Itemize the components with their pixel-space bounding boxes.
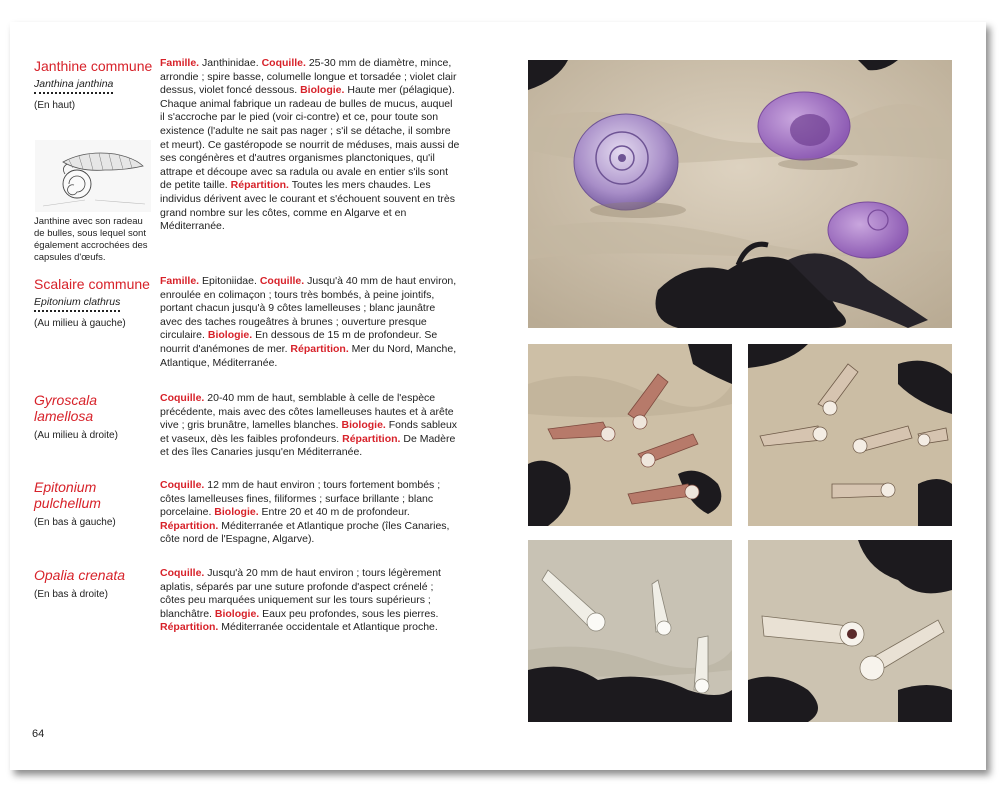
label-coquille: Coquille.: [261, 57, 306, 69]
species-epitonium-pulchellum: [34, 479, 154, 528]
label-coquille: Coquille.: [160, 479, 205, 491]
label-biologie: Biologie.: [207, 329, 253, 342]
label-repartition: Répartition.: [230, 179, 289, 192]
label-biologie: Biologie.: [214, 506, 259, 519]
photo-position: (En bas à droite): [34, 589, 108, 600]
desc-text: Jusqu'à 40 mm de haut environ, enroulée en colimaçon ; tours très bombés, à peine jointifs, portant chacun jusqu'à 9 côtes lamelleuses ; blanc jaunâtre avec des taches rougeâtres à brunes ; ouverture presque circulaire.: [160, 275, 457, 342]
desc-text: Haute mer (pélagique). Chaque animal fabrique un radeau de bulles de mucus, auquel il s'accroche par le pied (voir ci-contre) et ce, pour toute son existence (l'adulte ne sait pas nager ; s'il se détache, il sombre et meurt). Ce gastéropode se nourrit de méduses, mais aussi de ses congénères et d'autres organismes planctoniques, qu'il attrape et découpe avec sa radula ou avale en entier s'ils sont de petite taille.: [160, 84, 460, 192]
desc-text: Jusqu'à 20 mm de haut environ ; tours légèrement aplatis, séparés par une suture profonde d'aspect crénelé ; côtes peu marquées uniquement sur les tours supérieurs ; blanchâtre.: [160, 567, 441, 620]
species-opalia: [34, 567, 154, 600]
species-latin-name: Epitonium clathrus: [34, 296, 120, 312]
desc-text: Janthinidae.: [199, 57, 262, 69]
label-coquille: Coquille.: [160, 567, 205, 579]
label-repartition: Répartition.: [160, 519, 219, 532]
desc-text: 25-30 mm de diamètre, mince, arrondie ; spire basse, columelle longue et torsadée ; violet clair dessus, violet foncé dessous.: [160, 57, 457, 97]
photo-epitonium-clathrus: [528, 344, 732, 526]
species-janthine: [34, 58, 154, 111]
desc-text: Entre 20 et 40 m de profondeur.: [258, 506, 410, 519]
species-name: Janthine commune: [34, 58, 153, 74]
janthina-sketch: [35, 140, 151, 212]
label-coquille: Coquille.: [259, 275, 305, 287]
desc-text: Méditerranée et Atlantique proche (îles Canaries, côte nord de l'Espagne, Algarve).: [160, 519, 450, 546]
label-repartition: Répartition.: [290, 342, 349, 355]
desc-text: 20-40 mm de haut, semblable à celle de l'espèce précédente, mais avec des côtes lamelleuses hautes et à arête vive ; gris brunâtre, lamelles blanches.: [160, 392, 454, 432]
desc-text: 12 mm de haut environ ; tours fortement bombés ; côtes lamelleuses fines, filiformes ; surface brillante ; blanc porcelaine.: [160, 479, 441, 519]
species-latin-name: Janthina janthina: [34, 78, 113, 94]
species-name: Opalia crenata: [34, 567, 126, 583]
photo-position: (Au milieu à droite): [34, 430, 118, 441]
species-name: Scalaire commune: [34, 276, 150, 292]
photo-position: (Au milieu à gauche): [34, 318, 126, 329]
photo-opalia-crenata: [748, 540, 952, 722]
species-description: [160, 479, 460, 547]
species-description: [160, 567, 460, 635]
photo-position: (En haut): [34, 100, 76, 111]
label-biologie: Biologie.: [341, 419, 386, 432]
label-repartition: Répartition.: [160, 621, 219, 634]
label-biologie: Biologie.: [300, 84, 345, 97]
species-name: Epitonium pulchellum: [34, 479, 101, 511]
desc-text: Mer du Nord, Manche, Atlantique, Méditerranée.: [160, 342, 457, 369]
page-number: 64: [32, 728, 45, 740]
label-coquille: Coquille.: [160, 392, 205, 404]
label-biologie: Biologie.: [214, 607, 260, 620]
species-name: Gyroscala lamellosa: [34, 392, 98, 424]
species-gyroscala: [34, 392, 154, 441]
desc-text: Méditerranée occidentale et Atlantique proche.: [218, 621, 438, 634]
book-spread: [10, 22, 986, 770]
photo-janthina: [528, 60, 952, 328]
desc-text: En dessous de 15 m de profondeur. Se nourrit d'anémones de mer.: [160, 329, 438, 355]
species-description: [160, 392, 460, 460]
label-repartition: Répartition.: [342, 432, 401, 445]
species-description: [160, 57, 460, 234]
sketch-caption: Janthine avec son radeau de bulles, sous lequel sont également accrochées des capsules d'œufs.: [34, 216, 148, 263]
photo-position: (En bas à gauche): [34, 517, 116, 528]
photo-epitonium-pulchellum: [528, 540, 732, 722]
desc-text: Fonds sableux et vaseux, dès les faibles profondeurs.: [160, 419, 458, 445]
photo-gyroscala-lamellosa: [748, 344, 952, 526]
desc-text: Epitoniidae.: [199, 275, 260, 287]
desc-text: De Madère et des îles Canaries jusqu'en Méditerranée.: [160, 432, 456, 459]
species-description: [160, 275, 460, 370]
desc-text: Eaux peu profondes, sous les pierres.: [259, 607, 439, 620]
desc-text: Toutes les mers chaudes. Les individus dérivent avec le courant et s'échouent souvent en très grand nombre sur les côtes, comme en Algarve et en Méditerranée.: [160, 179, 456, 233]
label-famille: Famille.: [160, 57, 200, 69]
label-famille: Famille.: [160, 275, 200, 287]
species-scalaire: [34, 276, 154, 329]
